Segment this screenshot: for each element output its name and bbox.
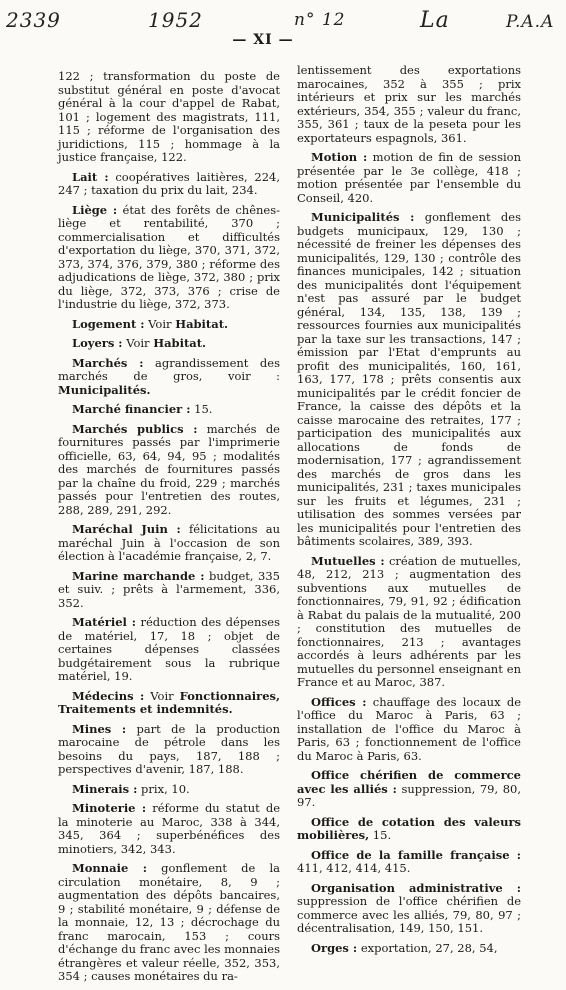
entry-heading: Logement : <box>72 316 145 331</box>
entry-text: prix, 10. <box>137 781 190 796</box>
entry-heading: Monnaie : <box>72 861 147 875</box>
entry-heading: Organisation administrative : <box>311 880 521 895</box>
entry-heading: Motion : <box>311 150 368 164</box>
index-entry <box>297 816 521 843</box>
entry-text: part de la production marocaine de pétrole dans les besoins du pays, 187, 188 ; perspectives d'avenir, 187, 188. <box>58 721 281 776</box>
entry-text: état des forêts de chênes-liège et rentabilité, 370 ; commercialisation et difficultés d'exportation du liège, 370, 371, 372, 373, 374, 376, 379, 380 ; réforme des adjudications de liège, 372, 380 ; prix du liège, 372, 373, 376 ; crise de l'industrie du liège, 372, 373. <box>58 202 280 311</box>
index-entry <box>58 357 280 398</box>
entry-heading: Marchés publics : <box>72 421 198 436</box>
entry-heading: Loyers : <box>72 336 123 350</box>
entry-text: chauffage des locaux de l'office du Maroc à Paris, 63 ; installation de l'office du Maroc à Paris, 63 ; fonctionnement de l'office du Maroc à Paris, 63. <box>297 694 522 763</box>
entry-text: motion de fin de session présentée par le 3e collège, 418 ; motion présentée par l'ensemble du Conseil, 420. <box>297 150 521 205</box>
index-entry <box>297 696 521 764</box>
index-entry <box>297 769 521 810</box>
index-entry <box>58 70 280 165</box>
handwritten-note: P.A.A <box>506 12 555 32</box>
entry-heading: Office de la famille française : <box>311 847 521 862</box>
entry-text: agrandissement des marchés de gros, voir : <box>58 355 280 383</box>
entry-text: Voir <box>144 316 176 331</box>
index-entry <box>297 942 521 956</box>
index-entry <box>58 616 280 684</box>
entry-heading: Maréchal Juin : <box>72 522 181 536</box>
index-entry <box>297 151 521 205</box>
page-number: — XI — <box>232 32 294 48</box>
handwritten-note: 1952 <box>148 8 203 32</box>
entry-text: 15. <box>369 828 392 842</box>
entry-heading: Matériel : <box>72 615 136 629</box>
index-entry <box>297 555 521 690</box>
entry-text: budget, 335 et suiv. ; prêts à l'armement, 336, 352. <box>58 568 280 610</box>
index-entry <box>58 403 280 417</box>
entry-heading: Marchés : <box>72 355 144 370</box>
entry-heading: Minoterie : <box>72 801 147 815</box>
index-entry <box>58 423 280 518</box>
index-entry <box>58 723 280 777</box>
entry-text: coopératives laitières, 224, 247 ; taxation du prix du lait, 234. <box>58 169 281 197</box>
entry-text: 411, 412, 414, 415. <box>297 861 411 875</box>
entry-cross-reference: Habitat. <box>175 316 229 331</box>
entry-cross-reference: Habitat. <box>153 336 207 350</box>
entry-heading: Mutuelles : <box>311 553 385 568</box>
index-entry <box>297 849 521 876</box>
entry-text: Voir <box>144 688 180 703</box>
index-column-left <box>58 70 280 990</box>
entry-heading: Marché financier : <box>72 402 191 416</box>
index-entry <box>297 64 521 145</box>
entry-text: 122 ; transformation du poste de substitut général en poste d'avocat général à la cour d'appel de Rabat, 101 ; logement des magistrats, 111, 115 ; réforme de l'organisation des juridictions, 115 ; hommage à la justice française, 122. <box>58 69 280 164</box>
entry-text: gonflement de la circulation monétaire, 8, 9 ; augmentation des dépôts bancaires, 9 ; stabilité monétaire, 9 ; défense de la monnaie, 12, 13 ; décrochage du franc marocain, 153 ; cours d'échange du franc avec les monnaies étrangères et valeur réelle, 352, 353, 354 ; causes monétaires du ra- <box>58 861 280 983</box>
entry-heading: Orges : <box>311 940 358 955</box>
index-entry <box>58 690 280 717</box>
index-entry <box>297 211 521 549</box>
index-entry <box>58 318 280 332</box>
entry-text: lentissement des exportations marocaines, 352 à 355 ; prix intérieurs et prix sur les marchés extérieurs, 354, 355 ; valeur du franc, 355, 361 ; taux de la peseta pour les exportateurs espagnols, 361. <box>297 63 521 145</box>
index-entry <box>58 171 280 198</box>
entry-heading: Mines : <box>72 721 127 736</box>
index-entry <box>58 204 280 312</box>
entry-text: réduction des dépenses de matériel, 17, 18 ; objet de certaines dépenses classées budgétairement sous la rubrique matériel, 19. <box>58 615 280 683</box>
entry-heading: Médecins : <box>72 688 145 703</box>
index-entry <box>58 783 280 797</box>
entry-text: suppression, 79, 80, 97. <box>297 781 521 809</box>
entry-heading: Offices : <box>311 694 367 709</box>
entry-heading: Marine marchande : <box>72 568 205 583</box>
entry-text: marchés de fournitures passés par l'imprimerie officielle, 63, 64, 94, 95 ; modalités des marchés de fournitures passés par la chaîne du froid, 229 ; marchés passés pour l'entretien des routes, 288, 289, 291, 292. <box>58 421 280 517</box>
entry-heading: Office chérifien de commerce avec les alliés : <box>297 768 521 796</box>
index-entry <box>297 882 521 936</box>
entry-text: réforme du statut de la minoterie au Maroc, 338 à 344, 345, 364 ; superbénéfices des minotiers, 342, 343. <box>58 801 280 856</box>
entry-text: Voir <box>122 336 154 350</box>
index-column-right <box>297 64 521 961</box>
entry-heading: Liège : <box>72 202 118 217</box>
handwritten-note: 2339 <box>6 8 61 32</box>
entry-text: gonflement des budgets municipaux, 129, 130 ; nécessité de freiner les dépenses des municipalités, 129, 130 ; contrôle des finances municipales, 142 ; situation des municipalités dont l'équipement n'est pas assuré par le budget général, 134, 135, 138, 139 ; ressources fournies aux municipalités par la taxe sur les transactions, 147 ; émission par l'Etat d'emprunts au profit des municipalités, 160, 161, 163, 177, 178 ; prêts consentis aux municipalités par le crédit foncier de France, la caisse des dépôts et la caisse marocaine des retraites, 177 ; participation des municipalités aux allocations de fonds de modernisation, 177 ; agrandissement des marchés de gros dans les municipalités, 231 ; taxes municipales sur les fruits et légumes, 231 ; utilisation des sommes versées par les municipalités pour l'entretien des bâtiments scolaires, 389, 393. <box>297 210 521 548</box>
index-entry <box>58 802 280 856</box>
index-entry <box>58 523 280 564</box>
entry-text: félicitations au maréchal Juin à l'occasion de son élection à l'académie française, 2, 7. <box>58 522 280 563</box>
entry-text: suppression de l'office chérifien de commerce avec les alliés, 79, 80, 97 ; décentralisation, 149, 150, 151. <box>297 894 521 935</box>
entry-heading: Office de cotation des valeurs mobilières, <box>297 814 521 842</box>
handwritten-note: La <box>420 8 450 33</box>
index-entry <box>58 570 280 611</box>
index-entry <box>58 862 280 984</box>
entry-cross-reference: Municipalités. <box>58 382 151 397</box>
entry-cross-reference: Fonctionnaires, Traitements et indemnités. <box>58 688 280 716</box>
entry-heading: Municipalités : <box>311 210 415 224</box>
index-entry <box>58 337 280 351</box>
entry-text: exportation, 27, 28, 54, <box>357 940 498 955</box>
handwritten-note: n° 12 <box>294 10 346 30</box>
entry-heading: Minerais : <box>72 781 138 796</box>
entry-heading: Lait : <box>72 169 109 184</box>
entry-text: 15. <box>190 402 213 416</box>
entry-text: création de mutuelles, 48, 212, 213 ; augmentation des subventions aux mutuelles de fonctionnaires, 79, 91, 92 ; édification à Rabat du palais de la mutualité, 200 ; constitution des mutuelles de fonctionnaires, 213 ; avantages accordés à leurs adhérents par les mutuelles du personnel enseignant en France et au Maroc, 387. <box>297 553 521 689</box>
